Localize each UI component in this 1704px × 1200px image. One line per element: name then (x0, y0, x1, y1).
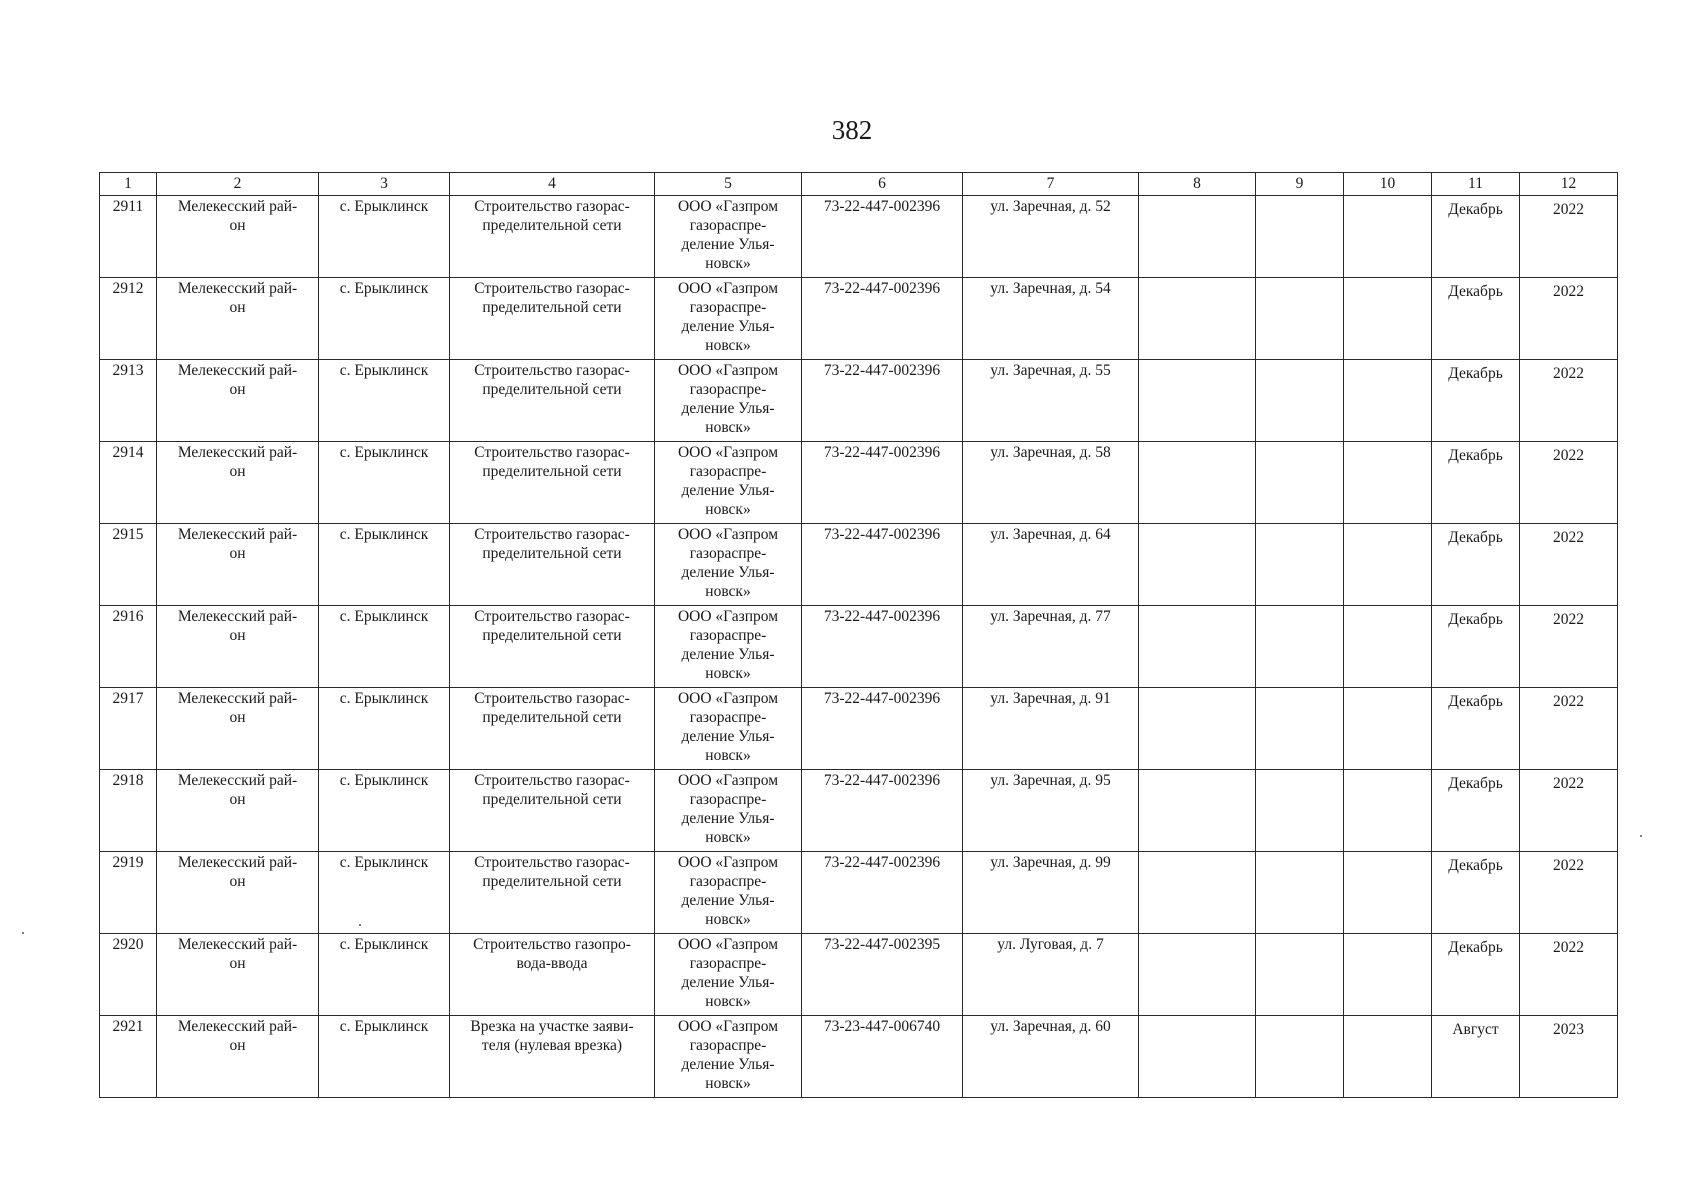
column-8-cell (1139, 688, 1256, 770)
address-cell: ул. Луговая, д. 7 (963, 934, 1139, 1016)
year-cell: 2022 (1520, 442, 1618, 524)
row-number-cell: 2913 (100, 360, 157, 442)
district-cell: Мелекесский рай- он (157, 442, 319, 524)
month-cell: Декабрь (1432, 852, 1520, 934)
work-type-cell: Строительство газорас- пределительной сети (450, 770, 655, 852)
column-10-cell (1344, 688, 1432, 770)
column-header: 10 (1344, 173, 1432, 196)
table-row (100, 770, 1618, 852)
organization-cell: ООО «Газпром газораспре- деление Улья- новск» (655, 770, 802, 852)
table-row (100, 442, 1618, 524)
table-row (100, 360, 1618, 442)
year-cell: 2022 (1520, 606, 1618, 688)
column-10-cell (1344, 196, 1432, 278)
work-type-cell: Строительство газорас- пределительной сети (450, 524, 655, 606)
work-type-cell: Строительство газорас- пределительной сети (450, 852, 655, 934)
column-header: 11 (1432, 173, 1520, 196)
column-header: 6 (802, 173, 963, 196)
address-cell: ул. Заречная, д. 64 (963, 524, 1139, 606)
table-row (100, 852, 1618, 934)
year-cell: 2022 (1520, 278, 1618, 360)
month-cell: Декабрь (1432, 688, 1520, 770)
code-cell: 73-22-447-002396 (802, 360, 963, 442)
address-cell: ул. Заречная, д. 95 (963, 770, 1139, 852)
column-header: 9 (1256, 173, 1344, 196)
column-9-cell (1256, 770, 1344, 852)
table-row (100, 196, 1618, 278)
work-type-cell: Строительство газорас- пределительной сети (450, 688, 655, 770)
work-type-cell: Строительство газорас- пределительной сети (450, 606, 655, 688)
month-cell: Декабрь (1432, 278, 1520, 360)
locality-cell: с. Ерыклинск (319, 1016, 450, 1098)
district-cell: Мелекесский рай- он (157, 688, 319, 770)
column-10-cell (1344, 606, 1432, 688)
page-number: 382 (831, 115, 873, 145)
code-cell: 73-22-447-002396 (802, 278, 963, 360)
organization-cell: ООО «Газпром газораспре- деление Улья- новск» (655, 606, 802, 688)
column-10-cell (1344, 442, 1432, 524)
column-8-cell (1139, 278, 1256, 360)
registry-table (99, 172, 1618, 1098)
organization-cell: ООО «Газпром газораспре- деление Улья- новск» (655, 442, 802, 524)
code-cell: 73-22-447-002396 (802, 442, 963, 524)
locality-cell: с. Ерыклинск (319, 524, 450, 606)
month-cell: Декабрь (1432, 606, 1520, 688)
work-type-cell: Врезка на участке заяви- теля (нулевая врезка) (450, 1016, 655, 1098)
month-cell: Декабрь (1432, 196, 1520, 278)
column-9-cell (1256, 606, 1344, 688)
row-number-cell: 2914 (100, 442, 157, 524)
table-row (100, 278, 1618, 360)
code-cell: 73-23-447-006740 (802, 1016, 963, 1098)
column-9-cell (1256, 442, 1344, 524)
year-cell: 2022 (1520, 524, 1618, 606)
address-cell: ул. Заречная, д. 60 (963, 1016, 1139, 1098)
row-number-cell: 2916 (100, 606, 157, 688)
column-header: 8 (1139, 173, 1256, 196)
locality-cell: с. Ерыклинск (319, 688, 450, 770)
district-cell: Мелекесский рай- он (157, 852, 319, 934)
code-cell: 73-22-447-002396 (802, 606, 963, 688)
district-cell: Мелекесский рай- он (157, 196, 319, 278)
organization-cell: ООО «Газпром газораспре- деление Улья- новск» (655, 278, 802, 360)
column-8-cell (1139, 442, 1256, 524)
locality-cell: с. Ерыклинск (319, 278, 450, 360)
column-8-cell (1139, 852, 1256, 934)
column-10-cell (1344, 524, 1432, 606)
month-cell: Декабрь (1432, 524, 1520, 606)
row-number-cell: 2918 (100, 770, 157, 852)
locality-cell: с. Ерыклинск (319, 852, 450, 934)
organization-cell: ООО «Газпром газораспре- деление Улья- новск» (655, 196, 802, 278)
district-cell: Мелекесский рай- он (157, 934, 319, 1016)
code-cell: 73-22-447-002396 (802, 196, 963, 278)
column-header: 1 (100, 173, 157, 196)
scan-speck (1640, 835, 1642, 837)
column-8-cell (1139, 606, 1256, 688)
locality-cell: с. Ерыклинск (319, 606, 450, 688)
year-cell: 2022 (1520, 770, 1618, 852)
month-cell: Август (1432, 1016, 1520, 1098)
year-cell: 2023 (1520, 1016, 1618, 1098)
column-9-cell (1256, 852, 1344, 934)
address-cell: ул. Заречная, д. 55 (963, 360, 1139, 442)
organization-cell: ООО «Газпром газораспре- деление Улья- новск» (655, 688, 802, 770)
table-row (100, 688, 1618, 770)
address-cell: ул. Заречная, д. 54 (963, 278, 1139, 360)
work-type-cell: Строительство газорас- пределительной сети (450, 442, 655, 524)
district-cell: Мелекесский рай- он (157, 524, 319, 606)
year-cell: 2022 (1520, 852, 1618, 934)
column-10-cell (1344, 278, 1432, 360)
year-cell: 2022 (1520, 934, 1618, 1016)
locality-cell: с. Ерыклинск (319, 770, 450, 852)
year-cell: 2022 (1520, 688, 1618, 770)
district-cell: Мелекесский рай- он (157, 278, 319, 360)
row-number-cell: 2920 (100, 934, 157, 1016)
column-header: 2 (157, 173, 319, 196)
column-8-cell (1139, 360, 1256, 442)
table-body (100, 196, 1618, 1098)
column-9-cell (1256, 1016, 1344, 1098)
table-row (100, 524, 1618, 606)
column-10-cell (1344, 934, 1432, 1016)
column-8-cell (1139, 524, 1256, 606)
column-9-cell (1256, 524, 1344, 606)
column-header: 3 (319, 173, 450, 196)
month-cell: Декабрь (1432, 442, 1520, 524)
column-9-cell (1256, 278, 1344, 360)
row-number-cell: 2912 (100, 278, 157, 360)
work-type-cell: Строительство газорас- пределительной сети (450, 278, 655, 360)
address-cell: ул. Заречная, д. 77 (963, 606, 1139, 688)
column-8-cell (1139, 934, 1256, 1016)
organization-cell: ООО «Газпром газораспре- деление Улья- новск» (655, 360, 802, 442)
work-type-cell: Строительство газорас- пределительной сети (450, 196, 655, 278)
locality-cell: с. Ерыклинск (319, 934, 450, 1016)
column-8-cell (1139, 1016, 1256, 1098)
code-cell: 73-22-447-002395 (802, 934, 963, 1016)
scan-speck (22, 932, 24, 934)
year-cell: 2022 (1520, 360, 1618, 442)
address-cell: ул. Заречная, д. 58 (963, 442, 1139, 524)
organization-cell: ООО «Газпром газораспре- деление Улья- новск» (655, 934, 802, 1016)
row-number-cell: 2921 (100, 1016, 157, 1098)
code-cell: 73-22-447-002396 (802, 524, 963, 606)
month-cell: Декабрь (1432, 934, 1520, 1016)
organization-cell: ООО «Газпром газораспре- деление Улья- новск» (655, 524, 802, 606)
code-cell: 73-22-447-002396 (802, 770, 963, 852)
table-row (100, 606, 1618, 688)
scan-speck (359, 924, 361, 926)
row-number-cell: 2911 (100, 196, 157, 278)
row-number-cell: 2919 (100, 852, 157, 934)
organization-cell: ООО «Газпром газораспре- деление Улья- новск» (655, 852, 802, 934)
table-row (100, 934, 1618, 1016)
column-10-cell (1344, 770, 1432, 852)
column-10-cell (1344, 852, 1432, 934)
column-header: 7 (963, 173, 1139, 196)
locality-cell: с. Ерыклинск (319, 196, 450, 278)
code-cell: 73-22-447-002396 (802, 852, 963, 934)
address-cell: ул. Заречная, д. 99 (963, 852, 1139, 934)
organization-cell: ООО «Газпром газораспре- деление Улья- новск» (655, 1016, 802, 1098)
column-10-cell (1344, 360, 1432, 442)
work-type-cell: Строительство газопро- вода-ввода (450, 934, 655, 1016)
column-9-cell (1256, 688, 1344, 770)
address-cell: ул. Заречная, д. 91 (963, 688, 1139, 770)
district-cell: Мелекесский рай- он (157, 1016, 319, 1098)
column-9-cell (1256, 934, 1344, 1016)
district-cell: Мелекесский рай- он (157, 360, 319, 442)
district-cell: Мелекесский рай- он (157, 606, 319, 688)
column-9-cell (1256, 360, 1344, 442)
column-header: 5 (655, 173, 802, 196)
header-row (100, 173, 1618, 196)
address-cell: ул. Заречная, д. 52 (963, 196, 1139, 278)
locality-cell: с. Ерыклинск (319, 360, 450, 442)
month-cell: Декабрь (1432, 360, 1520, 442)
column-9-cell (1256, 196, 1344, 278)
column-header: 4 (450, 173, 655, 196)
district-cell: Мелекесский рай- он (157, 770, 319, 852)
code-cell: 73-22-447-002396 (802, 688, 963, 770)
row-number-cell: 2915 (100, 524, 157, 606)
column-header: 12 (1520, 173, 1618, 196)
column-10-cell (1344, 1016, 1432, 1098)
row-number-cell: 2917 (100, 688, 157, 770)
column-8-cell (1139, 770, 1256, 852)
column-8-cell (1139, 196, 1256, 278)
year-cell: 2022 (1520, 196, 1618, 278)
work-type-cell: Строительство газорас- пределительной сети (450, 360, 655, 442)
month-cell: Декабрь (1432, 770, 1520, 852)
locality-cell: с. Ерыклинск (319, 442, 450, 524)
table-row (100, 1016, 1618, 1098)
